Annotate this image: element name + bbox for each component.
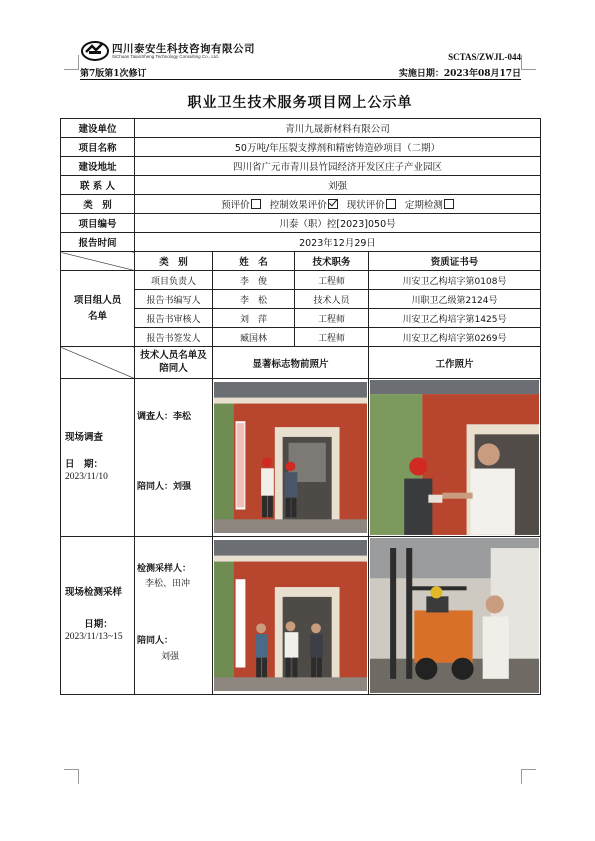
document-code: SCTAS/ZWJL-044 (448, 52, 521, 62)
survey-date: 2023/11/10 (65, 472, 108, 483)
survey-date-label: 日 期： (65, 458, 104, 470)
publicity-form (60, 118, 541, 695)
document-title: 职业卫生技术服务项目网上公示单 (187, 95, 413, 111)
survey-investigator: 调查人：李松 (137, 412, 192, 422)
diagonal-cell (61, 347, 135, 379)
work-photo-image (370, 538, 539, 693)
row-contact (61, 176, 541, 195)
value-contact: 刘强 (135, 176, 541, 195)
team-cert: 川安卫乙构培字第1425号 (369, 309, 541, 328)
value-location: 四川省广元市青川县竹园经济开发区庄子产业园区 (135, 157, 541, 176)
checkbox-control-effect[interactable] (328, 199, 338, 209)
category-option-control-effect[interactable]: 控制效果评价 (270, 200, 338, 211)
team-role: 报告书审核人 (135, 309, 213, 328)
survey-companion: 陪同人：刘强 (137, 482, 192, 492)
landmark-photo-image (214, 540, 367, 691)
sampling-label: 现场检测采样 (65, 587, 123, 599)
samplers: 李松、田冲 (145, 578, 191, 589)
label-location: 建设地址 (61, 157, 135, 176)
value-project-name: 50万吨/年压裂支撑剂和精密铸造砂项目（二期） (135, 138, 541, 157)
crop-mark-bottom-left (64, 769, 79, 784)
row-construction-unit (61, 119, 541, 138)
team-role: 报告书编写人 (135, 290, 213, 309)
row-report-time (61, 233, 541, 252)
checkbox-periodic-testing[interactable] (444, 199, 454, 209)
value-project-no: 川泰（职）控[2023]050号 (135, 214, 541, 233)
label-project-name: 项目名称 (61, 138, 135, 157)
sampling-date: 2023/11/13~15 (65, 632, 123, 643)
team-header-cert: 资质证书号 (369, 252, 541, 271)
category-option-status-assessment[interactable]: 现状评价 (347, 200, 396, 211)
crop-mark-top-left (64, 55, 79, 70)
team-name: 刘 萍 (213, 309, 295, 328)
diagonal-cell (61, 252, 135, 271)
photos-header-row (61, 347, 541, 379)
sampling-date-label: 日期： (84, 618, 113, 630)
label-project-no: 项目编号 (61, 214, 135, 233)
sampler-label: 检测采样人： (137, 563, 192, 574)
team-title: 工程师 (295, 309, 369, 328)
photos-header-people: 技术人员名单及陪同人 (135, 347, 213, 379)
company-logo-icon (80, 40, 110, 62)
row-project-name (61, 138, 541, 157)
label-category: 类 别 (61, 195, 135, 214)
company-name-cn: 四川泰安生科技咨询有限公司 (112, 43, 255, 55)
value-report-time: 2023年12月29日 (135, 233, 541, 252)
survey-landmark-photo (213, 379, 369, 537)
sampling-companion: 刘强 (161, 651, 180, 662)
sampling-landmark-photo (213, 536, 369, 694)
edition-info: 第7版第1次修订 (80, 69, 147, 79)
team-header-role: 类 别 (135, 252, 213, 271)
crop-mark-top-right (521, 55, 536, 70)
category-options (135, 195, 541, 214)
survey-work-photo (369, 379, 541, 537)
team-name: 臧国林 (213, 328, 295, 347)
sampling-row (61, 536, 541, 694)
team-name: 李 俊 (213, 271, 295, 290)
team-title: 技术人员 (295, 290, 369, 309)
survey-people (135, 379, 213, 537)
photos-header-work: 工作照片 (369, 347, 541, 379)
team-header-row (61, 252, 541, 271)
team-title: 工程师 (295, 271, 369, 290)
header-rule (80, 79, 521, 80)
team-name: 李 松 (213, 290, 295, 309)
sampling-work-photo (369, 536, 541, 694)
team-role: 报告书签发人 (135, 328, 213, 347)
sampling-info (61, 536, 135, 694)
team-section-label: 项目组人员名单 (61, 271, 135, 347)
sampling-companion-label: 陪同人： (137, 635, 174, 646)
photos-header-landmark: 显著标志物前照片 (213, 347, 369, 379)
checkbox-status-assessment[interactable] (386, 199, 396, 209)
team-row (61, 271, 541, 290)
implementation-date: 实施日期：2023年08月17日 (398, 69, 521, 79)
company-name-en: SiChuan TaianSheng Technology Consulting Co., Ltd. (112, 54, 219, 59)
category-option-pre-assessment[interactable]: 预评价 (221, 200, 261, 211)
team-cert: 川安卫乙构培字第0269号 (369, 328, 541, 347)
sampling-people (135, 536, 213, 694)
page-header (80, 38, 521, 80)
team-cert: 川职卫乙级第2124号 (369, 290, 541, 309)
row-project-no (61, 214, 541, 233)
row-category (61, 195, 541, 214)
landmark-photo-image (214, 382, 367, 533)
survey-info (61, 379, 135, 537)
value-construction-unit: 青川九晟新材料有限公司 (135, 119, 541, 138)
team-header-title: 技术职务 (295, 252, 369, 271)
team-cert: 川安卫乙构培字第0108号 (369, 271, 541, 290)
crop-mark-bottom-right (521, 769, 536, 784)
label-construction-unit: 建设单位 (61, 119, 135, 138)
checkbox-pre-assessment[interactable] (251, 199, 261, 209)
row-location (61, 157, 541, 176)
survey-label: 现场调查 (65, 431, 104, 443)
team-header-name: 姓 名 (213, 252, 295, 271)
work-photo-image (370, 380, 539, 535)
label-report-time: 报告时间 (61, 233, 135, 252)
survey-row (61, 379, 541, 537)
category-option-periodic-testing[interactable]: 定期检测 (405, 200, 454, 211)
team-role: 项目负责人 (135, 271, 213, 290)
label-contact: 联 系 人 (61, 176, 135, 195)
team-title: 工程师 (295, 328, 369, 347)
